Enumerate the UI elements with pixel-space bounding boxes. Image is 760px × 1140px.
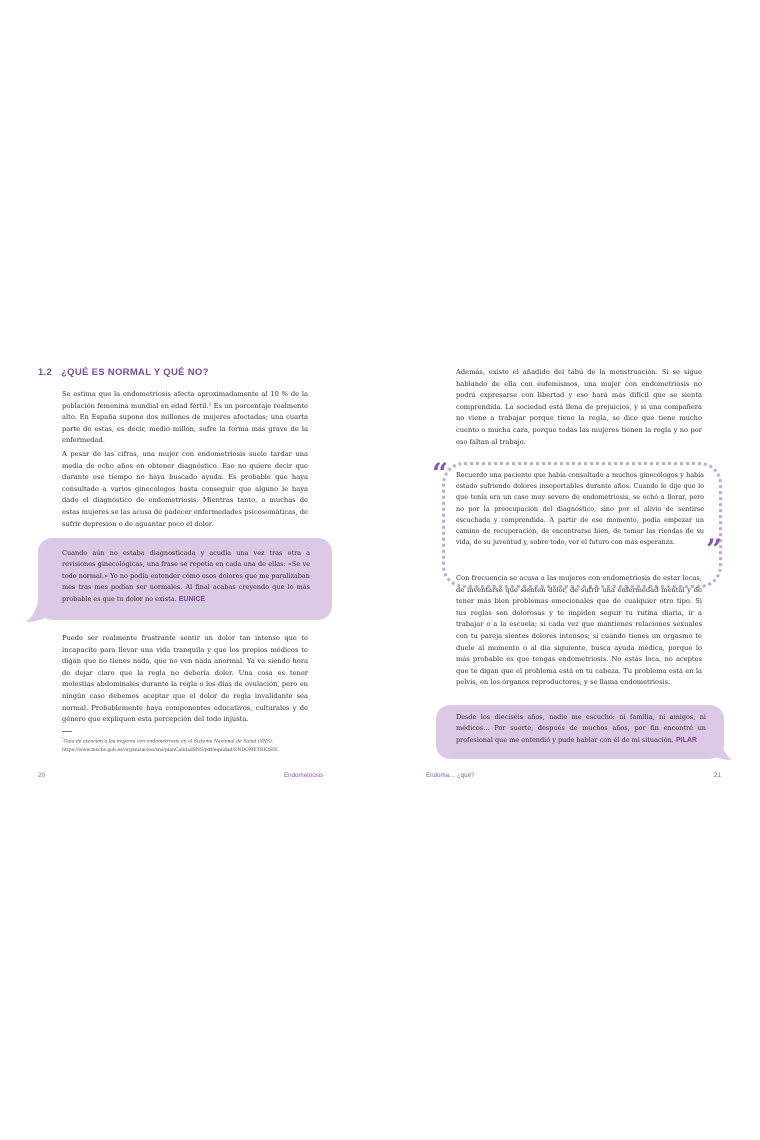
paragraph: A pesar de las cifras, una mujer con endometriosis suele tardar una media de ocho años en obtener diagnóstico. Eso no quiere decir que durante ese tiempo no haya buscado ayuda. Es probable que haya consultado a varios ginecólogos hasta conseguir que alguno le haya dado el diagnóstico de endometriosis. Mientras tanto, a muchas de estas mujeres se las acusa de padecer enfermedades psicosomáticas, de sufrir depresión o de aguantar poco el dolor. <box>62 450 308 528</box>
footnote-url: https://www.mscbs.gob.es/organizacion/sns/planCalidadSNS/pdf/equidad/ENDOMETRIOSIS. <box>62 748 279 754</box>
footnote-marker: ¹ <box>62 736 64 741</box>
open-quote-mark: “ <box>432 457 449 490</box>
paragraph: Se estima que la endometriosis afecta aproximadamente al 10 % de la población femenina mundial en edad fértil.¹ Es un porcentaje realmente alto. En España supone dos millones de mujeres afectadas; una cuarta parte de estas, es decir, medio millón, sufre la forma más grave de la enfermedad. <box>62 390 308 445</box>
testimony-author: PILAR <box>675 736 697 744</box>
running-title: Endometriosis <box>284 772 324 779</box>
section-heading <box>38 367 209 378</box>
testimony-text: Desde los dieciséis años, nadie me escuchó: ni familia, ni amigos, ni médicos… Por suerte, después de muchos años, por fin encontré un profesional que me entendió y pude hablar con él de mi situación. <box>456 713 706 744</box>
paragraph: Además, existe el añadido del tabú de la menstruación. Si se sigue hablando de ella con eufemismos, una mujer con endometriosis no podrá expresarse con libertad y eso hará más difícil que se sienta comprendida. La sociedad está llena de prejuicios, y si una compañera no viene a trabajar porque tiene la regla, se dice que tiene mucho cuento o mucha cara, porque todas las mujeres tienen la regla y no por eso faltan al trabajo. <box>456 368 702 446</box>
right-page <box>380 0 760 1140</box>
close-quote-mark: ” <box>706 533 723 566</box>
section-number: 1.2 <box>38 367 53 378</box>
testimony <box>62 548 310 605</box>
footnote-title: Guía de atención a las mujeres con endometriosis en el Sistema Nacional de Salud (SNS). <box>63 739 274 745</box>
page-number: 20 <box>38 772 45 779</box>
footnote <box>62 735 308 756</box>
testimony-author: EUNICE <box>178 595 206 603</box>
testimony <box>456 712 706 746</box>
bubble-tail <box>706 738 732 764</box>
bubble-tail <box>26 600 52 626</box>
page-number: 21 <box>714 772 721 779</box>
running-title: Endoma… ¿qué? <box>426 772 475 779</box>
quote-text: Recuerdo una paciente que había consultado a muchos ginecólogos y había estado sufriendo dolores insoportables durante años. Cuando le dije que lo que tenía era un caso muy severo de endometriosis, se echó a llorar, pero no por la preocupación del diagnóstico, sino por el alivio de sentirse escuchada y comprendida. A partir de ese momento, podía empezar un camino de recuperación, de encontrarse bien, de tomar las riendas de su vida, de su juventud y, sobre todo, ver el futuro con más esperanza. <box>456 471 704 547</box>
paragraph: Con frecuencia se acusa a las mujeres con endometriosis de estar locas, de inventarse que sienten dolor, de sufrir una enfermedad mental y de tener más bien problemas emocionales que de cualquier otro tipo. Si tus reglas son dolorosas y te impiden seguir tu rutina diaria, ir a trabajar o a la escuela; si cada vez que mantienes relaciones sexuales con tu pareja sientes dolores intensos; si cuando tienes un orgasmo te duele al momento o al día siguiente, busca ayuda médica, porque lo más probable es que tengas endometriosis. No estás loca, no aceptes que te digan que el problema está en tu cabeza. Tu problema está en la pelvis, en los órganos reproductores, y se llama endometriosis. <box>456 574 702 687</box>
paragraph: Puede ser realmente frustrante sentir un dolor tan intenso que te incapacite para llevar una vida tranquila y que los propios médicos te digan que no tienes nada, que no ven nada anormal. Ya va siendo hora de dejar claro que la regla no debería doler. Una cosa es tener molestias abdominales durante la regla o los días de ovulación, pero en ningún caso debemos aceptar que el dolor de regla invalidante sea normal. Probablemente haya componentes educativos, culturales y de género que expliquen esta percepción del todo injusta. <box>62 634 308 724</box>
footnote-rule <box>62 731 72 732</box>
testimony-text: Cuando aún no estaba diagnosticada y acudía una vez tras otra a revisiones ginecológicas, una frase se repetía en cada una de ellas: «Se ve todo normal.» Yo no podía entender cómo esos dolores que me paralizaban mes tras mes podían ser normales. Al final acabas creyendo que lo más probable es que tu dolor no exista. <box>62 549 310 603</box>
section-title: ¿QUÉ ES NORMAL Y QUÉ NO? <box>61 367 209 378</box>
